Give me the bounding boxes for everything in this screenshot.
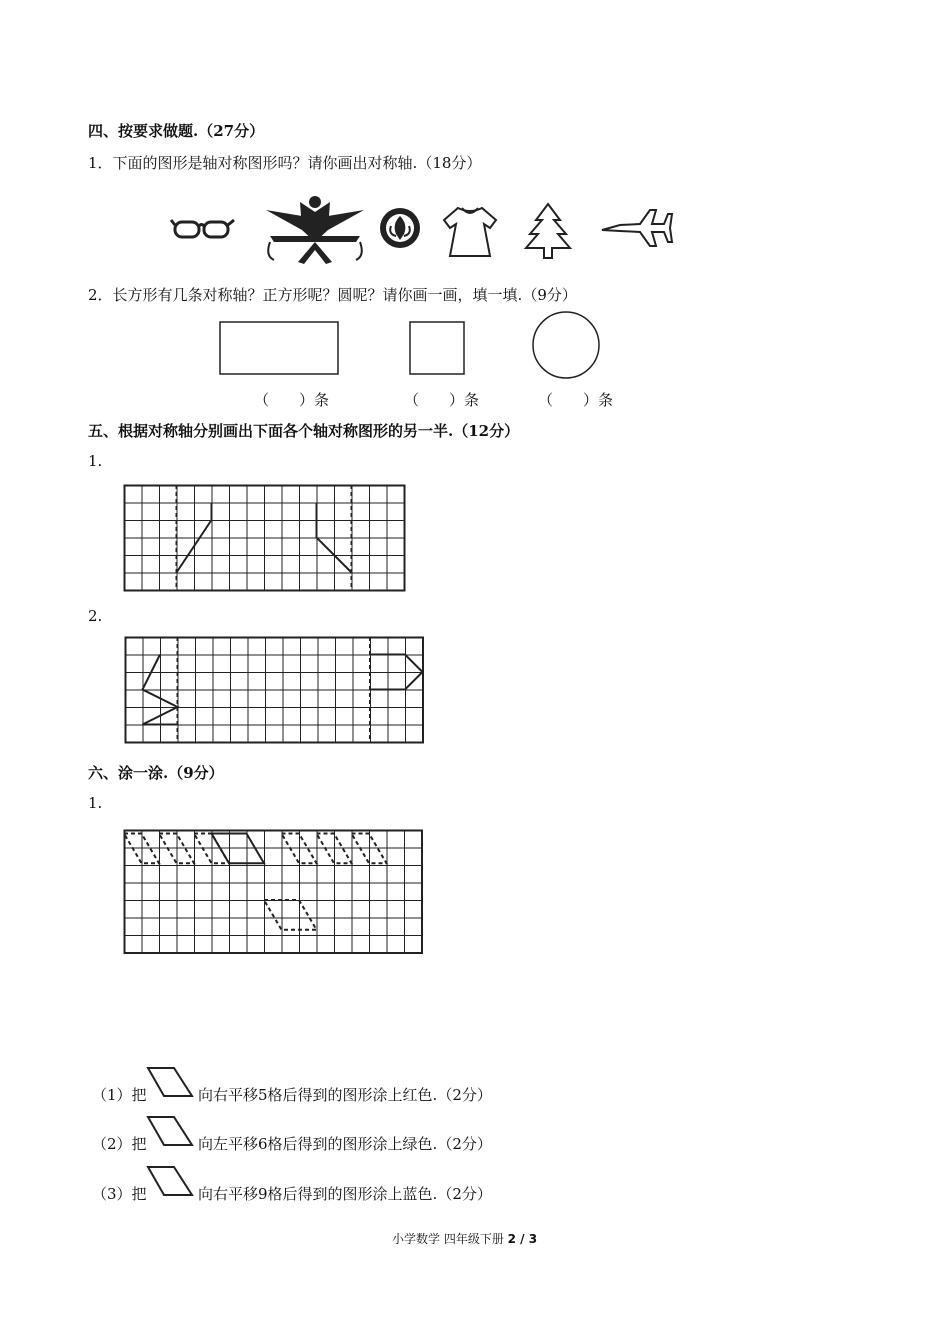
grid-lines — [124, 485, 405, 591]
section-6-title: 六、涂一涂.（9分） — [88, 764, 224, 782]
kite-icon — [266, 196, 364, 264]
item-2-suffix: 向左平移6格后得到的图形涂上绿色.（2分） — [198, 1135, 492, 1153]
airplane-icon — [602, 210, 672, 246]
circle-axes-blank[interactable]: （ ）条 — [538, 391, 614, 409]
question-5-1-label: 1. — [88, 452, 103, 470]
rectangle-axes-blank[interactable]: （ ）条 — [254, 391, 330, 409]
symmetry-grid-1 — [124, 485, 406, 589]
glasses-icon — [171, 220, 234, 237]
emblem-icon — [380, 208, 420, 248]
question-4-2: 2．长方形有几条对称轴？正方形呢？圆呢？请你画一画，填一填.（9分） — [88, 286, 577, 304]
item-3-prefix: （3）把 — [92, 1185, 147, 1203]
circle-shape — [533, 312, 599, 378]
parallelogram-icon — [146, 1115, 194, 1149]
page-number: 2 / 3 — [507, 1232, 538, 1246]
parallelogram-icon — [146, 1066, 194, 1100]
item-1-suffix: 向右平移5格后得到的图形涂上红色.（2分） — [198, 1086, 492, 1104]
section-5-title: 五、根据对称轴分别画出下面各个轴对称图形的另一半.（12分） — [88, 422, 520, 440]
translation-grid — [124, 830, 424, 950]
rectangle-shape — [220, 322, 338, 374]
shapes-row — [210, 310, 610, 385]
page-footer — [392, 1230, 537, 1247]
question-4-1: 1．下面的图形是轴对称图形吗？请你画出对称轴.（18分） — [88, 154, 482, 172]
item-2-prefix: （2）把 — [92, 1135, 147, 1153]
dashed-parallelogram — [264, 900, 317, 930]
section-4-title: 四、按要求做题.（27分） — [88, 122, 265, 140]
symmetry-icons-row — [170, 190, 670, 270]
question-6-1-label: 1. — [88, 794, 103, 812]
square-shape — [410, 322, 464, 374]
item-3-suffix: 向右平移9格后得到的图形涂上蓝色.（2分） — [198, 1185, 492, 1203]
symmetry-grid-2 — [125, 637, 424, 748]
question-5-2-label: 2. — [88, 607, 103, 625]
dress-icon — [444, 208, 496, 256]
item-1-prefix: （1）把 — [92, 1086, 147, 1104]
parallelogram-icon — [146, 1165, 194, 1199]
tree-icon — [526, 204, 570, 258]
footer-subject: 小学数学 四年级下册 — [392, 1232, 504, 1246]
square-axes-blank[interactable]: （ ）条 — [404, 391, 480, 409]
